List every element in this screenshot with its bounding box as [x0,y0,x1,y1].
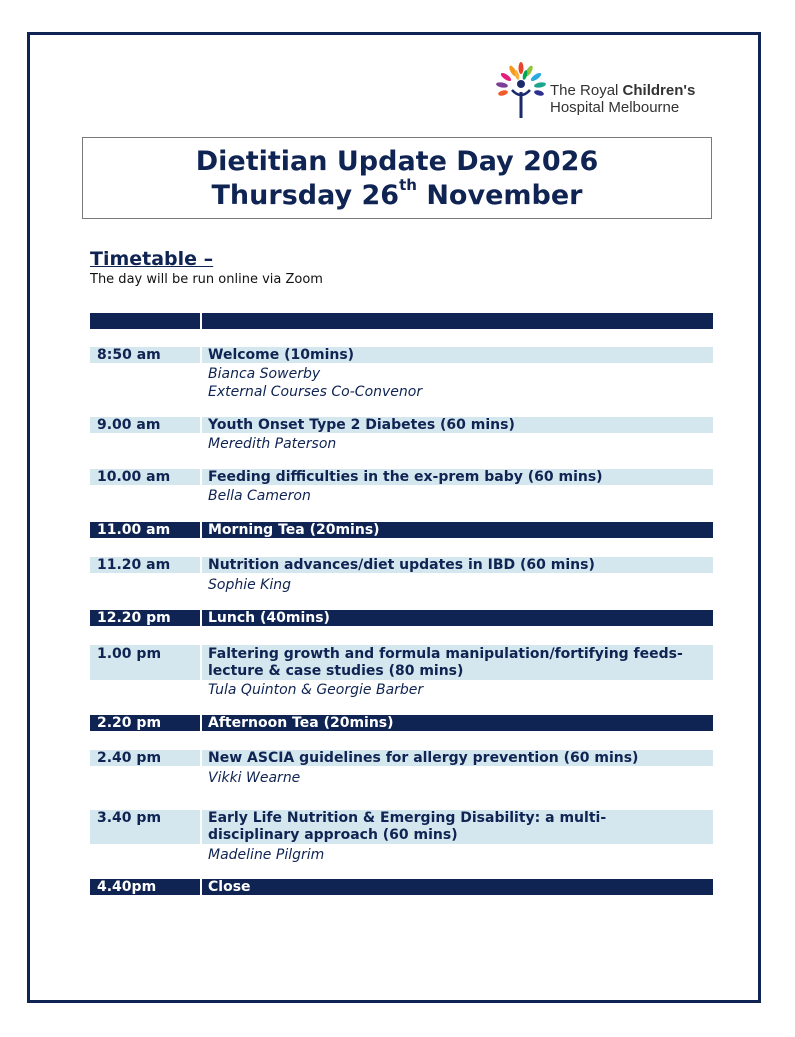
session-title-line1: Faltering growth and formula manipulation/fortifying feeds- [208,646,683,662]
close-title: Close [208,879,251,895]
session-title: Feeding difficulties in the ex-prem baby (60 mins) [208,469,603,485]
online-note: The day will be run online via Zoom [90,272,323,287]
session-speaker: Meredith Paterson [208,436,337,452]
timetable-heading: Timetable – [90,248,214,270]
logo-line1-prefix: The Royal [550,82,623,99]
session-time: 3.40 pm [97,810,162,826]
logo-line2: Hospital Melbourne [550,99,680,116]
event-date [83,176,711,213]
session-speaker-role: External Courses Co-Convenor [208,384,423,400]
session-speaker: Madeline Pilgrim [208,847,325,863]
session-time: 9.00 am [97,417,161,433]
session-time: 8:50 am [97,347,161,363]
session-title: Welcome (10mins) [208,347,355,363]
close-time: 4.40pm [97,879,157,895]
table-header-bar [90,313,713,329]
break-time: 12.20 pm [97,610,171,626]
break-time: 11.00 am [97,522,171,538]
session-title-line2: lecture & case studies (80 mins) [208,663,464,679]
event-title: Dietitian Update Day 2026 [195,146,599,177]
session-time: 2.40 pm [97,750,162,766]
hospital-logo [494,62,709,122]
event-date-suffix: th [399,176,417,194]
session-title-line2: disciplinary approach (60 mins) [208,827,458,843]
title-box [82,137,712,219]
session-time: 11.20 am [97,557,171,573]
session-title: Youth Onset Type 2 Diabetes (60 mins) [208,417,515,433]
session-speaker: Vikki Wearne [208,770,301,786]
break-title: Lunch (40mins) [208,610,330,626]
session-title: Nutrition advances/diet updates in IBD (60 mins) [208,557,595,573]
logo-text [550,82,695,116]
break-title: Morning Tea (20mins) [208,522,380,538]
break-time: 2.20 pm [97,715,162,731]
session-title-line1: Early Life Nutrition & Emerging Disability: a multi- [208,810,607,826]
session-speaker: Bianca Sowerby [208,366,321,382]
logo-line1-bold: Children's [622,82,696,99]
break-title: Afternoon Tea (20mins) [208,715,394,731]
event-date-month: November [416,180,583,211]
session-time: 10.00 am [97,469,171,485]
session-speaker: Sophie King [208,577,291,593]
session-speaker: Bella Cameron [208,488,311,504]
event-date-main: Thursday 26 [211,180,400,211]
session-speaker: Tula Quinton & Georgie Barber [208,682,424,698]
tree-logo-icon [494,62,548,120]
session-time: 1.00 pm [97,646,162,662]
session-title: New ASCIA guidelines for allergy prevention (60 mins) [208,750,639,766]
